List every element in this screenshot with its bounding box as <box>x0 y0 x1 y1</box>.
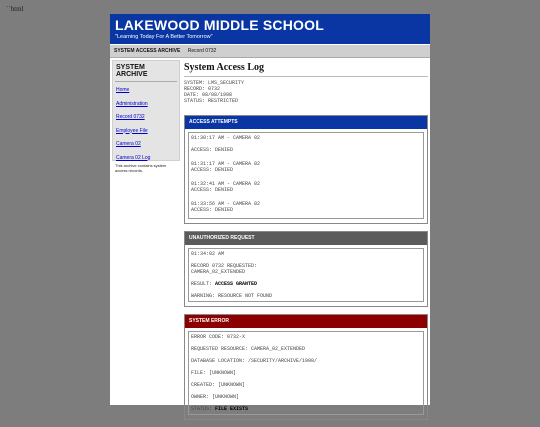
unauthorized-request-heading: UNAUTHORIZED REQUEST <box>185 232 427 245</box>
section-title: SYSTEM ACCESS ARCHIVE <box>114 48 181 54</box>
sidebar-link-record[interactable]: Record 0732 <box>116 114 145 120</box>
list-item: 01:30:17 AM - CAMERA 02 ACCESS: DENIED <box>191 135 261 153</box>
meta-date: DATE: 08/08/1998 <box>184 92 233 98</box>
page-title: System Access Log <box>184 62 428 77</box>
meta-system: SYSTEM: LMS_SECURITY <box>184 80 245 86</box>
system-error-heading: SYSTEM ERROR <box>185 315 427 328</box>
request-resource: CAMERA_02_EXTENDED <box>191 269 246 275</box>
corner-text: ``html <box>6 5 24 13</box>
access-attempts-list <box>188 132 424 219</box>
request-time: 01:34:02 AM <box>191 251 225 257</box>
sidebar-link-employee-file[interactable]: Employee File <box>116 127 148 134</box>
request-line: RECORD 0732 REQUESTED: <box>191 263 258 269</box>
error-resource: REQUESTED RESOURCE: CAMERA_02_EXTENDED <box>191 346 306 352</box>
list-item: 01:31:17 AM - CAMERA 02 ACCESS: DENIED <box>191 161 261 173</box>
main-content <box>184 58 428 427</box>
sidebar-nav <box>112 60 180 161</box>
section-bar <box>110 45 430 58</box>
unauthorized-request-panel <box>184 231 428 307</box>
list-item: 01:33:56 AM - CAMERA 02 ACCESS: DENIED <box>191 201 261 213</box>
system-error-details <box>188 331 424 415</box>
sidebar-link-administration[interactable]: Administration <box>116 100 148 107</box>
record-meta <box>184 80 428 104</box>
sidebar-title: SYSTEM ARCHIVE <box>115 63 177 82</box>
system-error-panel <box>184 314 428 420</box>
site-tagline: "Learning Today For A Better Tomorrow" <box>115 34 213 40</box>
record-label: Record 0732 <box>187 48 217 54</box>
error-status: STATUS: FILE EXISTS <box>191 406 249 412</box>
error-file: FILE: [UNKNOWN] <box>191 370 237 376</box>
meta-record: RECORD: 0732 <box>184 86 221 92</box>
sidebar-link-camera-02-log[interactable]: Camera 02 Log <box>116 154 151 161</box>
error-created: CREATED: [UNKNOWN] <box>191 382 246 388</box>
sidebar-link-camera-02[interactable]: Camera 02 <box>116 141 141 147</box>
sidebar-note: This archive contains system access records. <box>115 163 167 173</box>
sidebar <box>112 60 180 427</box>
access-attempts-heading: ACCESS ATTEMPTS <box>185 116 427 129</box>
error-owner: OWNER: [UNKNOWN] <box>191 394 240 400</box>
error-location: DATABASE LOCATION: /SECURITY/ARCHIVE/1998/ <box>191 358 318 364</box>
site-title: LAKEWOOD MIDDLE SCHOOL <box>115 17 324 33</box>
request-result: RESULT: ACCESS GRANTED <box>191 281 258 287</box>
list-item: 01:32:41 AM - CAMERA 02 ACCESS: DENIED <box>191 181 261 193</box>
unauthorized-request-details <box>188 248 424 302</box>
site-header <box>110 14 430 44</box>
meta-status: STATUS: RESTRICTED <box>184 98 239 104</box>
request-warning: WARNING: RESOURCE NOT FOUND <box>191 293 273 299</box>
error-code: ERROR CODE: 0732-X <box>191 334 246 340</box>
sidebar-link-home[interactable]: Home <box>116 87 130 93</box>
page <box>110 14 430 412</box>
access-attempts-panel <box>184 115 428 224</box>
